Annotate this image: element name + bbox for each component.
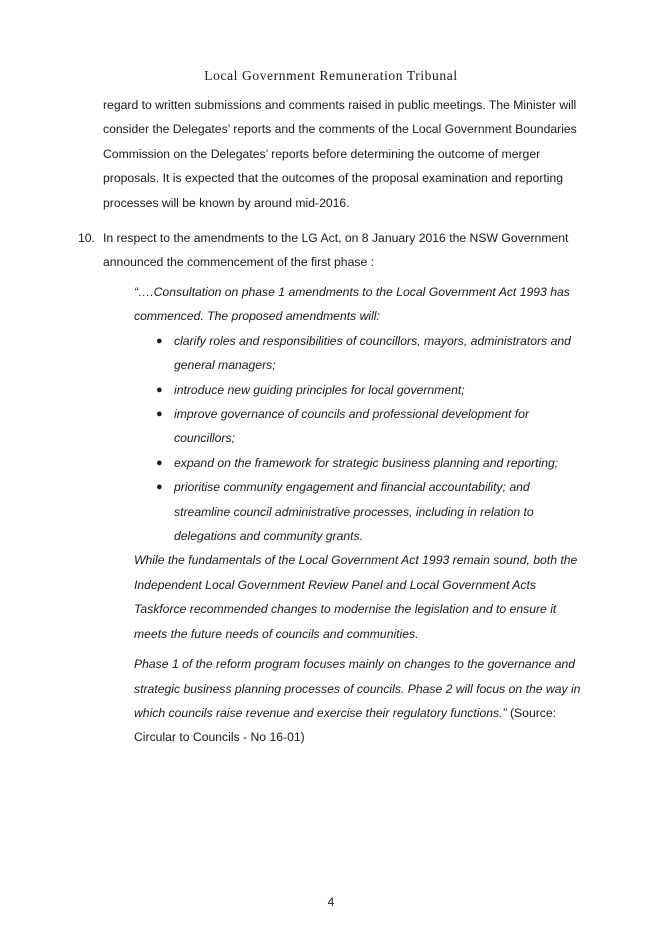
list-item-text: improve governance of councils and professional development for councillors;: [174, 407, 529, 446]
list-item: [134, 378, 589, 402]
bullet-icon: ●: [156, 481, 163, 494]
list-item-text: prioritise community engagement and financial accountability; and streamline council administrative processes, including in relation to delegations and community grants.: [174, 480, 534, 544]
quote-paragraph-2: [134, 652, 589, 750]
continuation-paragraph: regard to written submissions and comments raised in public meetings. The Minister will consider the Delegates’ reports and the comments of the Local Government Boundaries Commission on the Delegates’ reports before determining the outcome of merger proposals. It is expected that the outcomes of the proposal examination and reporting processes will be known by around mid-2016.: [103, 98, 577, 210]
list-item: [134, 451, 589, 475]
list-item-text: introduce new guiding principles for local government;: [174, 382, 465, 397]
amendments-list: [134, 329, 589, 549]
page-number: 4: [327, 895, 335, 909]
list-item-text: clarify roles and responsibilities of councillors, mayors, administrators and general managers;: [174, 333, 571, 373]
source-citation: (Source: Circular to Councils - No 16-01): [134, 705, 557, 745]
item-text: In respect to the amendments to the LG Act, on 8 January 2016 the NSW Government announced the commencement of the first phase :: [103, 231, 569, 270]
bullet-icon: ●: [156, 383, 163, 396]
quote-paragraph-1: While the fundamentals of the Local Government Act 1993 remain sound, both the Independent Local Government Review Panel and Local Government Acts Taskforce recommended changes to modernise the legislation and to ensure it meets the future needs of councils and communities.: [134, 553, 578, 641]
list-item-text: expand on the framework for strategic business planning and reporting;: [174, 455, 559, 470]
quote-paragraph-2-text: Phase 1 of the reform program focuses mainly on changes to the governance and strategic business planning processes of councils. Phase 2 will focus on the way in which councils raise revenue and exercise their regulatory functions.”: [134, 657, 581, 720]
block-quote: [134, 280, 589, 750]
bullet-icon: ●: [156, 334, 163, 347]
bullet-icon: ●: [156, 456, 163, 469]
bullet-icon: ●: [156, 408, 163, 421]
item-number: 10.: [78, 231, 95, 245]
quote-intro: “….Consultation on phase 1 amendments to the Local Government Act 1993 has commenced. The proposed amendments will:: [134, 285, 570, 324]
page-header: Local Government Remuneration Tribunal: [204, 68, 458, 83]
list-item: [134, 329, 589, 378]
list-item: [134, 402, 589, 451]
list-item: [134, 475, 589, 548]
numbered-item-10: [0, 226, 662, 806]
